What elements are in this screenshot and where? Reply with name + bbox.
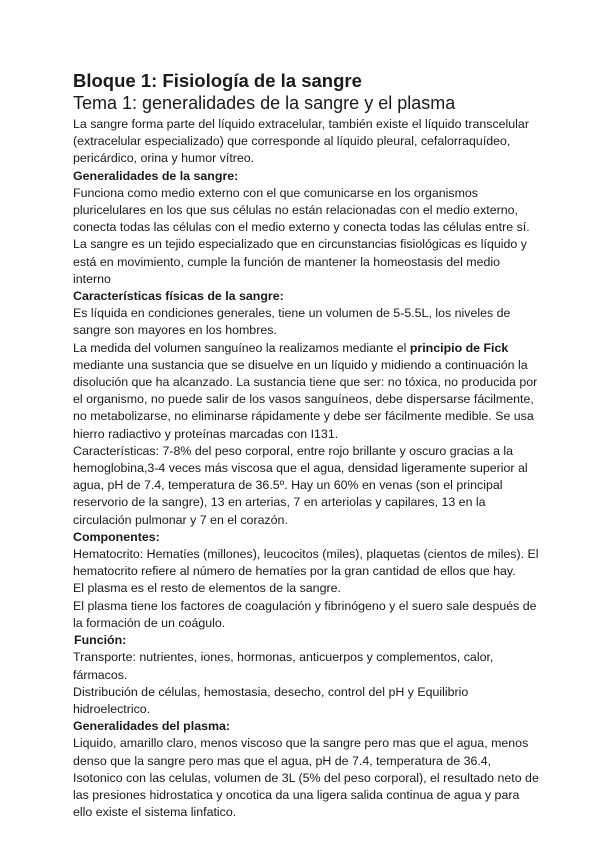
section-heading-componentes: Componentes: (73, 529, 160, 544)
fick-principle-term: principio de Fick (409, 340, 509, 355)
paragraph: El plasma tiene los factores de coagulación y fibrinógeno y el suero sale después de la formación de un coágulo. (73, 598, 537, 630)
page-title: Bloque 1: Fisiología de la sangre (73, 70, 362, 91)
paragraph: Funciona como medio externo con el que comunicarse en los organismos pluricelulares en los que sus células no están relacionadas con el medio externo, conecta todas las células con el medio externo y conecta todas las células entre sí. (73, 185, 530, 235)
paragraph: Características: 7-8% del peso corporal, entre rojo brillante y oscuro gracias a la hemoglobina,3-4 veces más viscosa que el agua, densidad ligeramente superior al agua, pH de 7.4, temperatura de 36.5º. Hay un 60% en venas (son el principal reservorio de la sangre), 13 en arterias, 7 en arteriolas y capilares, 13 en la circulación pulmonar y 7 en el corazón. (73, 443, 528, 527)
paragraph: Hematocrito: Hematíes (millones), leucocitos (miles), plaquetas (cientos de miles). El hematocrito refiere al número de hematíes por la gran cantidad de ellos que hay. (73, 547, 539, 579)
paragraph: La sangre es un tejido especializado que en circunstancias fisiológicas es líquido y está en movimiento, cumple la función de mantener la homeostasis del medio interno (73, 237, 527, 286)
paragraph: Liquido, amarillo claro, menos viscoso que la sangre pero mas que el agua, menos denso que la sangre pero mas que el agua, pH de 7.4, temperatura de 36.4, Isotonico con las celulas, volumen de 3L (5% del peso corporal), el resultado neto de las presiones hidrostatica y oncotica da una ligera salida continua de agua y para ello existe el sistema linfatico. (73, 736, 539, 820)
paragraph: Distribución de células, hemostasia, desecho, control del pH y Equilibrio hidroelectrico. (73, 684, 469, 716)
paragraph-fick (73, 340, 540, 443)
section-heading-generalidades: Generalidades de la sangre: (73, 168, 239, 183)
section-heading-fisicas: Características físicas de la sangre: (73, 289, 284, 304)
topic-title: Tema 1: generalidades de la sangre y el plasma (73, 93, 456, 113)
intro-paragraph: La sangre forma parte del líquido extracelular, también existe el líquido transcelular (extracelular especializado) que corresponde al líquido pleural, cefalorraquídeo, pericárdico, orina y humor vítreo. (73, 117, 529, 166)
section-heading-plasma: Generalidades del plasma: (73, 719, 231, 734)
paragraph: El plasma es el resto de elementos de la sangre. (73, 581, 341, 596)
paragraph: Es líquida en condiciones generales, tiene un volumen de 5-5.5L, los niveles de sangre son mayores en los hombres. (73, 306, 511, 338)
section-heading-funcion: Función: (74, 633, 127, 648)
text-span: mediante una sustancia que se disuelve en un líquido y midiendo a continuación la disolución que ha alcanzado. La sustancia tiene que ser: no tóxica, no producida por el organismo, no puede salir de los vasos sanguíneos, debe dispersarse fácilmente, no metabolizarse, no eliminarse rápidamente y debe ser fácilmente medible. Se usa hierro radiactivo y proteínas marcadas con I131. (73, 357, 538, 441)
paragraph: Transporte: nutrientes, iones, hormonas, anticuerpos y complementos, calor, fármacos. (73, 650, 494, 682)
text-span: La medida del volumen sanguíneo la realizamos mediante el (73, 340, 410, 355)
